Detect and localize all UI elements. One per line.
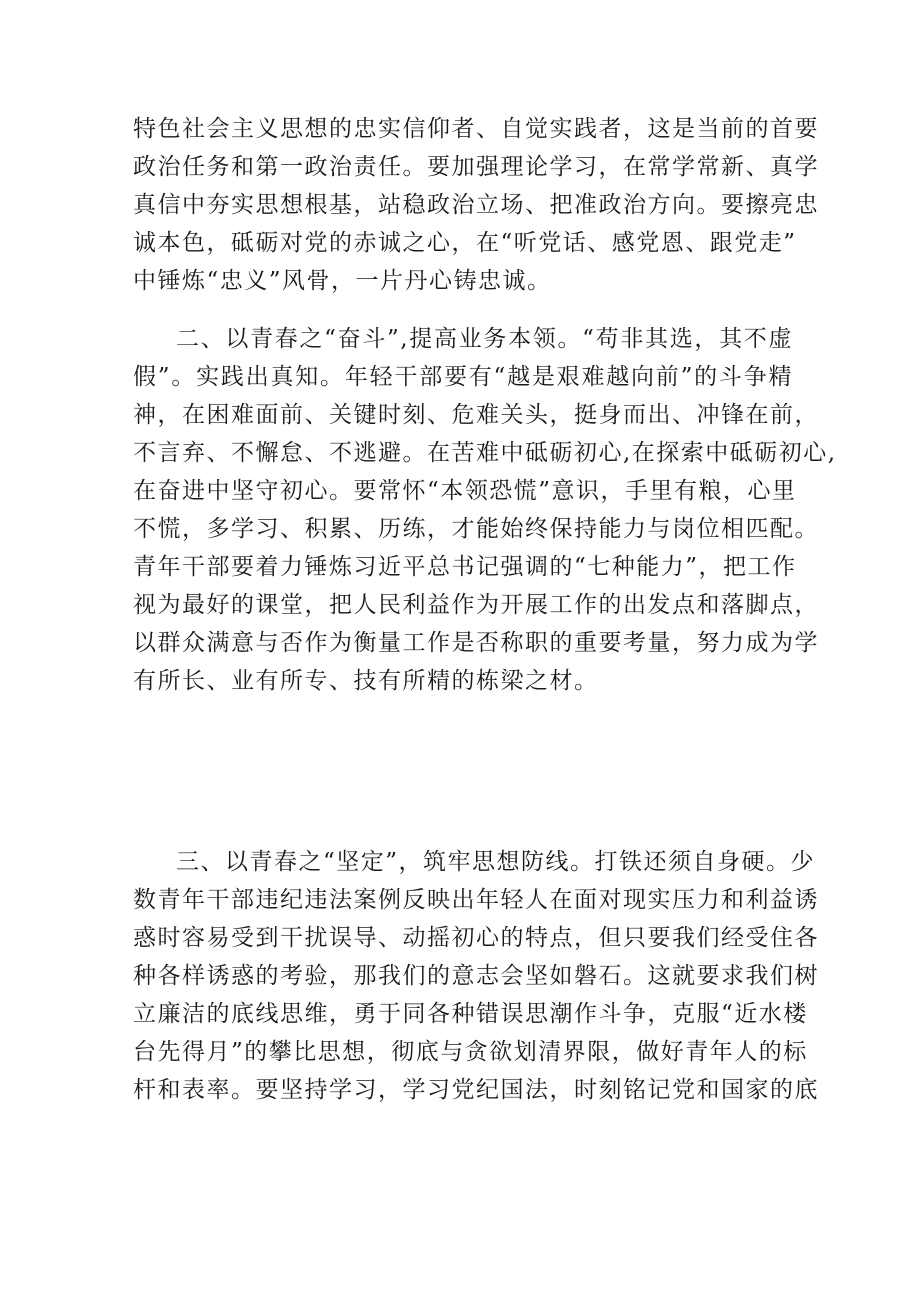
paragraph-line: 不言弃、不懈怠、不逃避。在苦难中砥砺初心,在探索中砥砺初心, <box>133 440 837 466</box>
paragraph-line: 立廉洁的底线思维，勇于同各种错误思潮作斗争，克服“近水楼 <box>133 1001 808 1027</box>
paragraph-line: 神，在困难面前、关键时刻、危难关头，挺身而出、冲锋在前， <box>133 402 819 428</box>
paragraph-line: 有所长、业有所专、技有所精的栋梁之材。 <box>133 668 599 694</box>
paragraph-line: 青年干部要着力锤炼习近平总书记强调的“七种能力”，把工作 <box>133 554 797 580</box>
paragraph-line: 以群众满意与否作为衡量工作是否称职的重要考量，努力成为学 <box>133 630 819 656</box>
paragraph-1 <box>133 110 819 300</box>
paragraph-line: 诚本色，砥砺对党的赤诚之心，在“听党话、感党恩、跟党走” <box>133 230 797 256</box>
paragraph-line: 视为最好的课堂，把人民利益作为开展工作的出发点和落脚点， <box>133 592 819 618</box>
paragraph-line: 种各样诱惑的考验，那我们的意志会坚如磐石。这就要求我们树 <box>133 963 819 989</box>
paragraph-line: 真信中夯实思想根基，站稳政治立场、把准政治方向。要擦亮忠 <box>133 192 819 218</box>
paragraph-line: 不慌，多学习、积累、历练，才能始终保持能力与岗位相匹配。 <box>133 516 819 542</box>
paragraph-line: 中锤炼“忠义”风骨，一片丹心铸忠诚。 <box>133 268 552 294</box>
paragraph-heading-line: 三、以青春之“坚定”，筑牢思想防线。打铁还须自身硬。少 <box>176 849 816 875</box>
paragraph-line: 惑时容易受到干扰误导、动摇初心的特点，但只要我们经受住各 <box>133 925 819 951</box>
paragraph-heading-line: 二、以青春之“奋斗”,提高业务本领。“苟非其选，其不虚 <box>176 326 793 352</box>
paragraph-line: 政治任务和第一政治责任。要加强理论学习，在常学常新、真学 <box>133 154 819 180</box>
paragraph-line: 特色社会主义思想的忠实信仰者、自觉实践者，这是当前的首要 <box>133 116 819 142</box>
paragraph-3 <box>133 843 819 1109</box>
paragraph-line: 在奋进中坚守初心。要常怀“本领恐慌”意识，手里有粮，心里 <box>133 478 797 504</box>
paragraph-line: 假”。实践出真知。年轻干部要有“越是艰难越向前”的斗争精 <box>133 364 793 390</box>
paragraph-line: 台先得月”的攀比思想，彻底与贪欲划清界限，做好青年人的标 <box>133 1039 808 1065</box>
paragraph-line: 数青年干部违纪违法案例反映出年轻人在面对现实压力和利益诱 <box>133 887 819 913</box>
paragraph-2 <box>133 320 837 700</box>
paragraph-line: 杆和表率。要坚持学习，学习党纪国法，时刻铭记党和国家的底 <box>133 1077 819 1103</box>
